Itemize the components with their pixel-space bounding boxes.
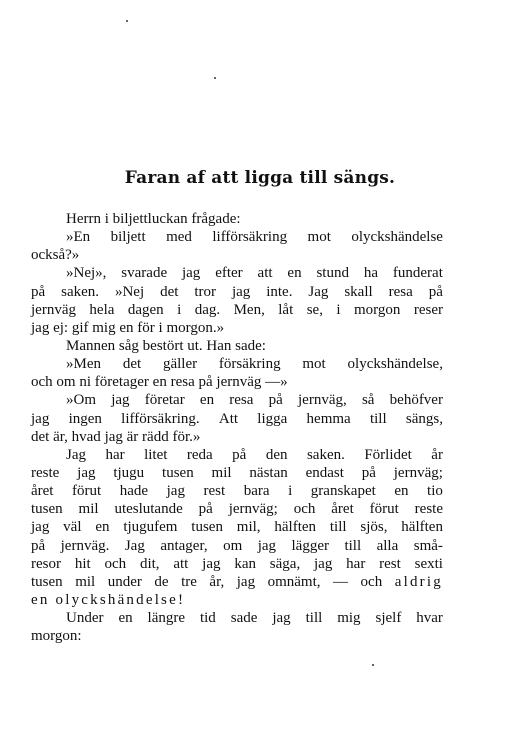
print-speck xyxy=(372,664,374,666)
text-line: morgon: xyxy=(31,628,82,645)
text-line: på jernväg. Jag antager, om jag lägger till alla små- xyxy=(31,537,443,554)
chapter-title: Faran af att ligga till sängs. xyxy=(124,168,396,188)
text-line: året förut hade jag rest bara i granskapet en tio xyxy=(31,483,443,500)
text-line: en olyckshändelse! xyxy=(31,591,186,608)
text-line: jag ingen lifförsäkring. Att ligga hemma till sängs, xyxy=(31,410,443,427)
text-line: reste jag tjugu tusen mil nästan endast på jernväg; xyxy=(31,464,443,481)
text-line: Under en längre tid sade jag till mig sjelf hvar xyxy=(66,610,443,627)
body-text xyxy=(31,210,443,645)
text-line: resor hit och dit, att jag kan säga, jag har rest sexti xyxy=(31,555,443,572)
text-line: jag väl en tjugufem tusen mil, hälften till sjös, hälften xyxy=(31,519,443,536)
text-line: också?» xyxy=(31,247,80,264)
text-line: Mannen såg bestört ut. Han sade: xyxy=(66,337,266,354)
text-line: jag ej: gif mig en för i morgon.» xyxy=(31,319,225,336)
text-line: Herrn i biljettluckan frågade: xyxy=(66,211,241,227)
text-line: på saken. »Nej det tror jag inte. Jag skall resa på xyxy=(31,283,443,300)
text-line: jernväg hela dagen i dag. Men, låt se, i morgon reser xyxy=(31,301,443,318)
text-line: tusen mil under de tre år, jag omnämt, — och aldrig xyxy=(31,573,443,590)
text-line: tusen mil uteslutande på jernväg; och året förut reste xyxy=(31,501,443,518)
print-speck xyxy=(126,20,128,22)
text-line: »Om jag företar en resa på jernväg, så behöfver xyxy=(66,392,443,409)
print-speck xyxy=(214,77,216,79)
text-line: Jag har litet reda på den saken. Förlidet år xyxy=(66,446,443,463)
text-line: »Nej», svarade jag efter att en stund ha funderat xyxy=(66,265,443,282)
text-line: »Men det gäller försäkring mot olyckshändelse, xyxy=(66,356,443,373)
text-line: det är, hvad jag är rädd för.» xyxy=(31,428,201,445)
text-line: och om ni företager en resa på jernväg —» xyxy=(31,374,288,391)
text-line: »En biljett med lifförsäkring mot olyckshändelse xyxy=(66,229,443,246)
